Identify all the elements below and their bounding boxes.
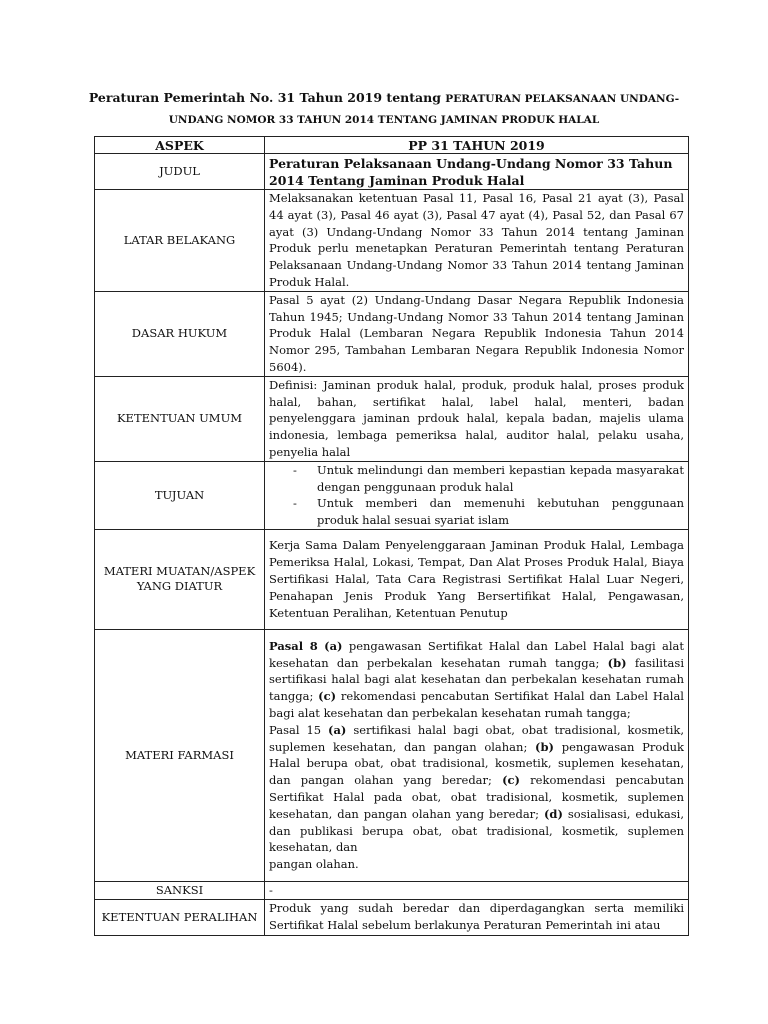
isi-sanksi: - bbox=[265, 881, 689, 899]
aspek-ketentuan-peralihan: KETENTUAN PERALIHAN bbox=[95, 899, 265, 935]
item-text: rekomendasi pencabutan Sertifikat Halal dan Label Halal bagi alat kesehatan dan perbekalan kesehatan rumah tangga; bbox=[269, 689, 684, 721]
table-row-ketentuan-peralihan bbox=[95, 899, 689, 935]
title-line1-caps: PERATURAN PELAKSANAAN UNDANG- bbox=[445, 93, 680, 105]
isi-ketentuan-umum: Definisi: Jaminan produk halal, produk, produk halal, proses produk halal, bahan, sertifikat halal, label halal, menteri, badan penyelenggara jaminan prdouk halal, kepala badan, majelis ulama indonesia, lembaga pemeriksa halal, auditor halal, pelaku usaha, penyelia halal bbox=[265, 376, 689, 461]
table-row-sanksi bbox=[95, 881, 689, 899]
tujuan-item-text: Untuk melindungi dan memberi kepastian kepada masyarakat dengan penggunaan produk halal bbox=[317, 462, 684, 494]
aspek-dasar-hukum: DASAR HUKUM bbox=[95, 291, 265, 376]
dash-marker: - bbox=[293, 462, 297, 477]
item-marker: (a) bbox=[328, 722, 347, 737]
item-marker: (b) bbox=[607, 655, 627, 670]
isi-dasar-hukum: Pasal 5 ayat (2) Undang-Undang Dasar Negara Republik Indonesia Tahun 1945; Undang-Undang Nomor 33 Tahun 2014 tentang Jaminan Produk Halal (Lembaran Negara Republik Indonesia Tahun 2014 Nomor 295, Tambahan Lembaran Negara Republik Indonesia Nomor 5604). bbox=[265, 291, 689, 376]
item-marker: (b) bbox=[535, 739, 554, 754]
aspek-latar-belakang: LATAR BELAKANG bbox=[95, 190, 265, 292]
table-row-materi-farmasi bbox=[95, 629, 689, 881]
title-line2: UNDANG NOMOR 33 TAHUN 2014 TENTANG JAMINAN PRODUK HALAL bbox=[168, 114, 600, 126]
table-row-materi-muatan bbox=[95, 529, 689, 629]
aspek-ketentuan-umum: KETENTUAN UMUM bbox=[95, 376, 265, 461]
isi-materi-farmasi bbox=[265, 629, 689, 881]
farmasi-pasal-15 bbox=[269, 722, 684, 856]
item-marker: (a) bbox=[324, 638, 343, 653]
table-row-tujuan bbox=[95, 461, 689, 529]
table-row-dasar-hukum bbox=[95, 291, 689, 376]
list-item bbox=[269, 462, 684, 496]
dash-marker: - bbox=[293, 496, 297, 511]
item-text: pengawasan Produk Halal berupa obat, obat tradisional, kosmetik, suplemen kesehatan, dan pangan olahan yang beredar; bbox=[269, 739, 684, 788]
item-marker: (c) bbox=[502, 773, 520, 788]
table-header-row bbox=[95, 137, 689, 154]
item-text: pengawasan Sertifikat Halal dan Label Halal bagi alat kesehatan dan perbekalan kesehatan rumah tangga; bbox=[269, 638, 684, 670]
table-row-ketentuan-umum bbox=[95, 376, 689, 461]
aspek-sanksi: SANKSI bbox=[95, 881, 265, 899]
tujuan-item-text: Untuk memberi dan memenuhi kebutuhan penggunaan produk halal sesuai syariat islam bbox=[317, 496, 684, 528]
comparison-table bbox=[94, 136, 689, 936]
isi-judul: Peraturan Pelaksanaan Undang-Undang Nomor 33 Tahun 2014 Tentang Jaminan Produk Halal bbox=[265, 154, 689, 190]
farmasi-closing: pangan olahan. bbox=[269, 857, 359, 872]
table-row-latar-belakang bbox=[95, 190, 689, 292]
title-line1-main: Peraturan Pemerintah No. 31 Tahun 2019 tentang bbox=[88, 90, 446, 105]
list-item bbox=[269, 495, 684, 529]
isi-materi-muatan: Kerja Sama Dalam Penyelenggaraan Jaminan Produk Halal, Lembaga Pemeriksa Halal, Lokasi, Tempat, Dan Alat Proses Produk Halal, Biaya Sertifikasi Halal, Tata Cara Registrasi Sertifikat Halal Luar Negeri, Penahapan Jenis Produk Yang Bersertifikat Halal, Pengawasan, Ketentuan Peralihan, Ketentuan Penutup bbox=[265, 529, 689, 629]
item-marker: (d) bbox=[543, 806, 563, 821]
document-title bbox=[60, 88, 708, 130]
header-aspek: ASPEK bbox=[95, 137, 265, 154]
item-text: rekomendasi pencabutan Sertifikat Halal pada obat, obat tradisional, kosmetik, suplemen kesehatan, dan pangan olahan yang beredar; bbox=[269, 773, 684, 821]
header-pp31: PP 31 TAHUN 2019 bbox=[265, 137, 689, 154]
tujuan-list bbox=[269, 462, 684, 529]
item-marker: (c) bbox=[318, 689, 337, 704]
aspek-materi-muatan: MATERI MUATAN/ASPEK YANG DIATUR bbox=[95, 529, 265, 629]
item-text: sosialisasi, edukasi, dan publikasi berupa obat, obat tradisional, kosmetik, suplemen kesehatan, dan bbox=[269, 806, 684, 855]
pasal-label: Pasal 15 bbox=[269, 722, 329, 737]
item-text: sertifikasi halal bagi obat, obat tradisional, kosmetik, suplemen kesehatan, dan pangan olahan; bbox=[269, 722, 684, 754]
isi-ketentuan-peralihan: Produk yang sudah beredar dan diperdagangkan serta memiliki Sertifikat Halal sebelum berlakunya Peraturan Pemerintah ini atau bbox=[265, 899, 689, 935]
pasal-label: Pasal 8 bbox=[269, 638, 318, 653]
isi-latar-belakang: Melaksanakan ketentuan Pasal 11, Pasal 16, Pasal 21 ayat (3), Pasal 44 ayat (3), Pasal 46 ayat (3), Pasal 47 ayat (4), Pasal 52, dan Pasal 67 ayat (3) Undang-Undang Nomor 33 Tahun 2014 tentang Jaminan Produk perlu menetapkan Peraturan Pemerintah tentang Peraturan Pelaksanaan Undang-Undang Nomor 33 Tahun 2014 tentang Jaminan Produk Halal. bbox=[265, 190, 689, 292]
isi-tujuan bbox=[265, 461, 689, 529]
farmasi-pasal-8 bbox=[269, 638, 684, 722]
aspek-tujuan: TUJUAN bbox=[95, 461, 265, 529]
aspek-materi-farmasi: MATERI FARMASI bbox=[95, 629, 265, 881]
table-row-judul bbox=[95, 154, 689, 190]
aspek-judul: JUDUL bbox=[95, 154, 265, 190]
item-text: fasilitasi sertifikasi halal bagi alat kesehatan dan perbekalan kesehatan rumah tangga; bbox=[269, 655, 684, 704]
